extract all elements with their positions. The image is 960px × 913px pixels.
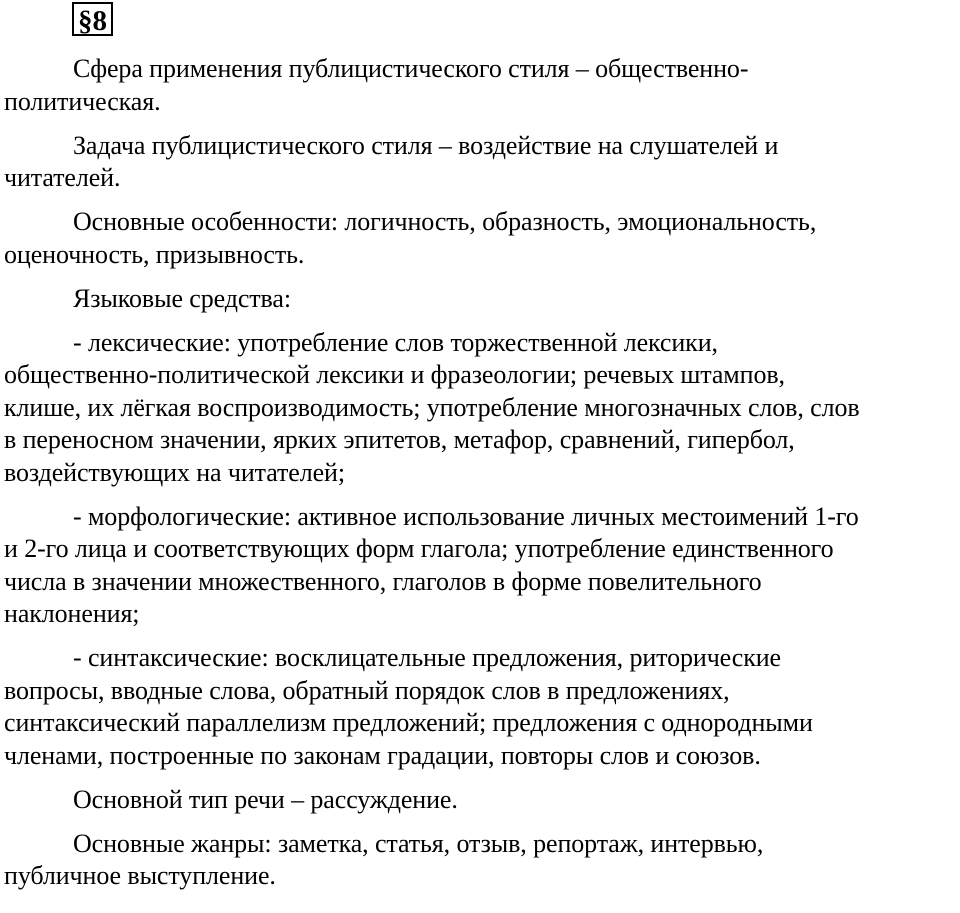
text-line: Основные жанры: заметка, статья, отзыв, репортаж, интервью, [73,828,764,858]
section-number-badge: §8 [72,2,113,36]
text-line: Основной тип речи – рассуждение. [73,784,458,814]
text-line: Задача публицистического стиля – воздействие на слушателей и [73,130,779,160]
paragraph-purpose [4,130,960,195]
text-line: и 2-го лица и соответствующих форм глагола; употребление единственного [4,534,834,563]
text-line: синтаксический параллелизм предложений; предложения с однородными [4,708,813,737]
text-line: Сфера применения публицистического стиля – общественно- [73,54,749,83]
text-line: публичное выступление. [4,861,276,890]
text-line: Основные особенности: логичность, образность, эмоциональность, [73,207,817,236]
text-line: воздействующих на читателей; [4,457,345,487]
paragraph-language-means [4,283,960,316]
text-line: - синтаксические: восклицательные предложения, риторические [73,643,781,672]
paragraph-scope [4,53,960,118]
text-line: клише, их лёгкая воспроизводимость; употребление многозначных слов, слов [4,392,860,422]
text-line: вопросы, вводные слова, обратный порядок слов в предложениях, [4,675,730,705]
text-line: Языковые средства: [73,283,291,313]
document-body [4,53,960,904]
text-line: в переносном значении, ярких эпитетов, метафор, сравнений, гипербол, [4,425,795,454]
paragraph-genres [4,828,960,893]
text-line: числа в значении множественного, глаголов в форме повелительного [4,566,762,596]
text-line: наклонения; [4,599,140,628]
text-line: - морфологические: активное использование личных местоимений 1-го [73,501,859,531]
text-line: политическая. [4,86,161,116]
paragraph-lexical [4,327,960,490]
paragraph-speech-type [4,784,960,817]
paragraph-morphological [4,501,960,631]
text-line: читателей. [4,163,121,192]
text-line: оценочность, призывность. [4,239,305,269]
text-line: членами, построенные по законам градации, повторы слов и союзов. [4,740,761,770]
text-line: общественно-политической лексики и фразеологии; речевых штампов, [4,360,785,389]
paragraph-syntactic [4,642,960,772]
text-line: - лексические: употребление слов торжественной лексики, [73,327,718,357]
paragraph-features [4,206,960,271]
